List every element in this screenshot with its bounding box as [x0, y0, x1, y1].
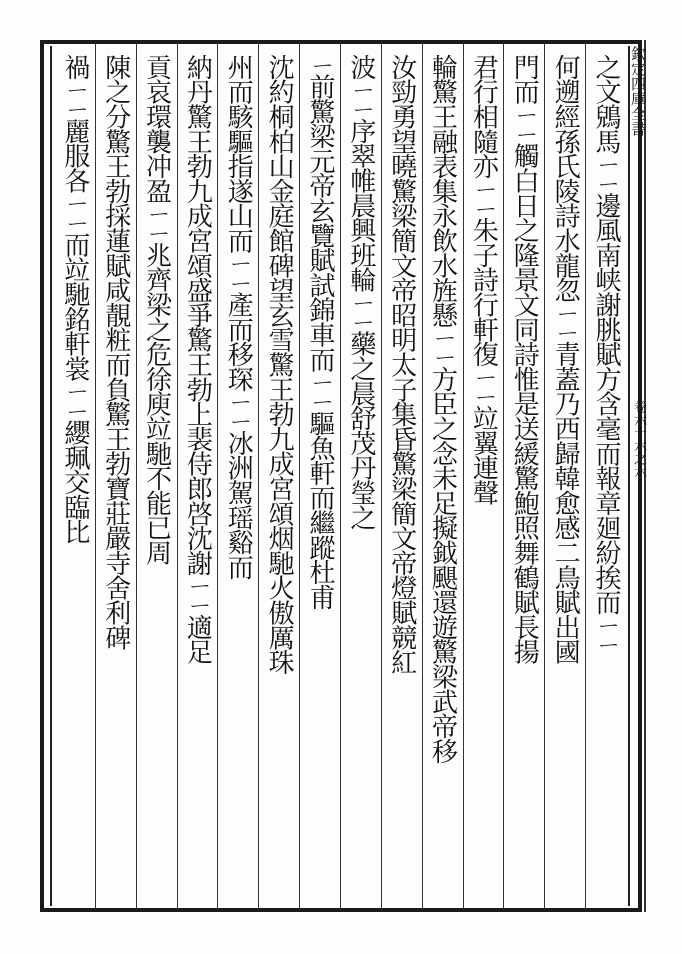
- text-column: 納丹驚王勃九成宮頌盛爭驚王勃上裴侍郎啓沈謝ㄧㄧ適足: [182, 54, 213, 664]
- text-column: 何遡經孫氏陵詩水龍忽ㄧㄧ青蓋乃西歸韓愈感二鳥賦出國: [550, 54, 581, 664]
- text-column: 州而駭驅指遂山而ㄧㄧ產而移琛ㄧㄧ冰洲駕瑶谿而: [223, 54, 254, 579]
- column-divider: [585, 44, 586, 908]
- text-column: ㄧ前驚梁元帝玄覽賦試錦車而ㄧㄧ驅魚軒而繼蹤杜甫: [304, 54, 335, 609]
- column-divider: [340, 44, 341, 908]
- column-divider: [136, 44, 137, 908]
- text-column: 禍ㄧㄧ麗服各ㄧㄧ而竝馳銘軒裳ㄧㄧ纓珮交臨比: [59, 54, 90, 544]
- text-column: 貢哀環襲冲盈ㄧㄧ兆齊梁之危徐庾竝馳不能已周: [141, 54, 172, 565]
- column-divider: [95, 44, 96, 908]
- text-column: 門而ㄧㄧ觸白日之隆景文同詩惟是送緩驚鮑照舞鶴賦長揚: [509, 54, 540, 664]
- margin-book-title: 欽定四庫全書: [629, 46, 647, 136]
- inner-rule-left: [50, 46, 52, 906]
- text-column: 汝勁勇望曉驚梁簡文帝昭明太子集昏驚梁簡文帝燈賦競紅: [386, 54, 417, 675]
- margin-volume-label: 卷六十六之六: [631, 400, 646, 478]
- text-column: 君行相隨亦ㄧㄧ朱子詩行軒復ㄧㄧ竝翼連聲: [468, 54, 499, 505]
- column-divider: [422, 44, 423, 908]
- text-column: 波ㄧㄧ序翠帷晨興班輪ㄧㄧ藥之晨舒茂丹瑩之: [345, 54, 376, 530]
- column-divider: [381, 44, 382, 908]
- column-divider: [463, 44, 464, 908]
- column-divider: [258, 44, 259, 908]
- column-divider: [217, 44, 218, 908]
- text-column: 陳之分驚王勃採蓮賦咸靚粧而負驚王勃寶莊嚴寺舍利碑: [100, 54, 131, 650]
- column-divider: [177, 44, 178, 908]
- text-column: 輪驚王融表集永飲水旌懸ㄧㄧ方臣之念未足擬鉞颶還遊驚梁武帝移: [427, 54, 458, 763]
- text-column: 之文鶂馬ㄧㄧ邊風南峡謝朓賦方含毫而報章廻紛挨而ㄧㄧ: [590, 54, 621, 654]
- text-column: 沈約桐柏山金庭館碑望玄雪驚王勃九成宮頌烟馳火傲厲珠: [264, 54, 295, 675]
- column-divider: [544, 44, 545, 908]
- column-divider: [299, 44, 300, 908]
- column-divider: [503, 44, 504, 908]
